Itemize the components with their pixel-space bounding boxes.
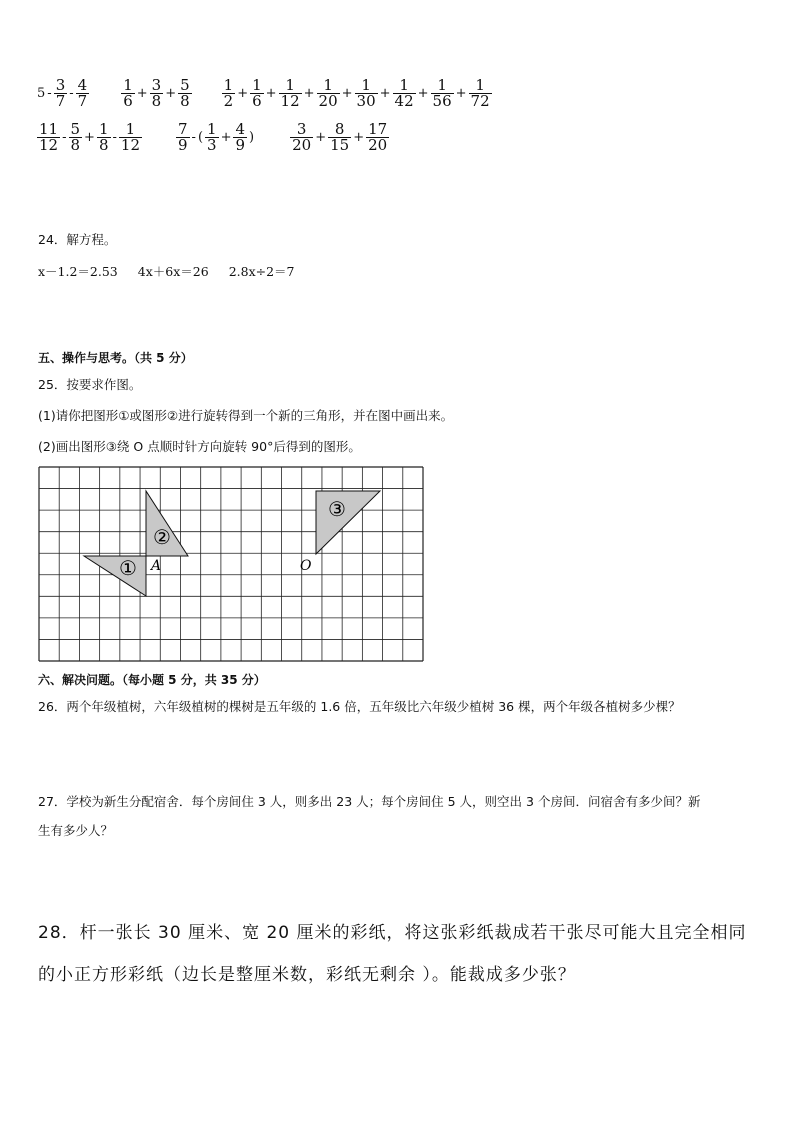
- fraction: $\frac{1}{3}$: [207, 120, 217, 154]
- operator: +: [220, 130, 232, 145]
- operator: +: [165, 86, 177, 101]
- operator: +: [136, 86, 148, 101]
- fraction: $\frac{17}{20}$: [368, 120, 388, 154]
- fraction: $\frac{1}{12}$: [120, 120, 140, 154]
- operator: +: [237, 86, 249, 101]
- fraction: $\frac{1}{12}$: [280, 76, 300, 110]
- fraction: $\frac{3}{8}$: [151, 76, 162, 110]
- operator: -: [62, 130, 67, 145]
- q28-line2: 的小正方形彩纸（边长是整厘米数，彩纸无剩余 ）。能裁成多少张？: [38, 965, 576, 985]
- fraction: $\frac{1}{6}$: [252, 76, 262, 110]
- fraction: $\frac{1}{20}$: [318, 76, 338, 110]
- operator: +: [379, 86, 391, 101]
- operator: +: [353, 130, 365, 145]
- q25-part1: (1)请你把图形①或图形②进行旋转得到一个新的三角形，并在图中画出来。: [38, 408, 454, 423]
- equation-1: x－1.2＝2.53: [38, 264, 118, 279]
- fraction: $\frac{11}{12}$: [39, 120, 59, 154]
- fraction: $\frac{3}{20}$: [292, 120, 312, 154]
- q24-title: 24．解方程。: [38, 232, 117, 247]
- equation-2: 4x＋6x＝26: [137, 264, 209, 279]
- fraction: $\frac{1}{8}$: [98, 120, 109, 154]
- operator: +: [341, 86, 353, 101]
- fraction: $\frac{1}{30}$: [356, 76, 376, 110]
- lead-number: 5: [37, 86, 46, 101]
- operator: -: [191, 130, 196, 145]
- fraction: $\frac{1}{2}$: [223, 76, 234, 110]
- fraction: $\frac{8}{15}$: [330, 120, 350, 154]
- fraction: $\frac{7}{9}$: [178, 120, 188, 154]
- shape-1-label: ①: [119, 556, 137, 580]
- operator: +: [455, 86, 467, 101]
- calc-row-2: [36, 122, 390, 153]
- q24-equations: [38, 262, 295, 280]
- q25-part2: (2)画出图形③绕 O 点顺时针方向旋转 90°后得到的图形。: [38, 439, 361, 454]
- point-a-label: A: [151, 558, 162, 574]
- fraction: $\frac{1}{56}$: [432, 76, 452, 110]
- shape-3-label: ③: [328, 497, 346, 521]
- fraction: $\frac{5}{8}$: [70, 120, 81, 154]
- operator: +: [315, 130, 327, 145]
- fraction: $\frac{5}{8}$: [180, 76, 190, 110]
- expression-1: [36, 78, 90, 109]
- shape-2-label: ②: [153, 525, 171, 549]
- q27-line1: 27．学校为新生分配宿舍．每个房间住 3 人，则多出 23 人；每个房间住 5 人，则空出 3 个房间．问宿舍有多少间？新: [38, 794, 701, 809]
- expression-5: [175, 122, 255, 153]
- triangle-shape-3: [316, 491, 380, 554]
- paren-close: ): [249, 130, 255, 145]
- fraction: $\frac{4}{7}$: [77, 76, 88, 110]
- calc-row-1: [36, 78, 493, 109]
- operator: +: [84, 130, 95, 145]
- rotation-grid-figure: [38, 466, 424, 662]
- operator: -: [69, 86, 74, 101]
- paren-open: (: [197, 130, 204, 145]
- expression-3: [221, 78, 493, 109]
- equation-3: 2.8x÷2＝7: [228, 264, 295, 279]
- q27-line2: 生有多少人？: [38, 823, 114, 838]
- fraction: $\frac{1}{72}$: [470, 76, 490, 110]
- q28-line1: 28．杆一张长 30 厘米、宽 20 厘米的彩纸，将这张彩纸裁成若干张尽可能大且完全相同: [38, 923, 747, 943]
- section-5-heading: 五、操作与思考。（共 5 分）: [38, 351, 193, 365]
- operator: -: [47, 86, 52, 101]
- fraction: $\frac{4}{9}$: [235, 120, 246, 154]
- expression-6: [289, 122, 390, 153]
- operator: +: [417, 86, 429, 101]
- fraction: $\frac{1}{6}$: [123, 76, 133, 110]
- q25-title: 25．按要求作图。: [38, 377, 142, 392]
- operator: +: [265, 86, 277, 101]
- operator: +: [303, 86, 315, 101]
- expression-4: [36, 122, 143, 153]
- fraction: $\frac{1}{42}$: [394, 76, 414, 110]
- operator: -: [112, 130, 117, 145]
- q26-text: 26．两个年级植树，六年级植树的棵树是五年级的 1.6 倍，五年级比六年级少植树 36 棵，两个年级各植树多少棵？: [38, 699, 681, 714]
- section-6-heading: 六、解决问题。（每小题 5 分，共 35 分）: [38, 673, 266, 687]
- fraction: $\frac{3}{7}$: [55, 76, 66, 110]
- expression-2: [120, 78, 192, 109]
- point-o-label: O: [300, 558, 312, 574]
